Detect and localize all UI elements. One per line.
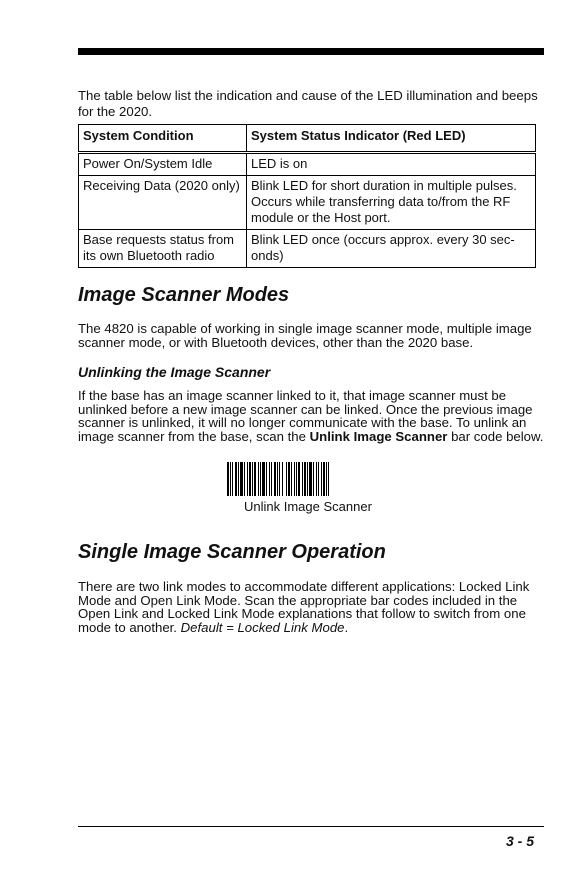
barcode-bar — [271, 462, 272, 496]
barcode-bar — [296, 462, 297, 496]
default-mode-text: Default = Locked Link Mode — [180, 619, 345, 635]
table-header-cell: System Status Indicator (Red LED) — [247, 125, 536, 153]
unlink-bold-text: Unlink Image Scanner — [309, 428, 448, 444]
table-header-row — [79, 125, 536, 153]
led-status-table — [78, 124, 536, 268]
barcode-bar — [294, 462, 295, 496]
barcode-bar — [307, 462, 308, 496]
header-rule — [78, 48, 544, 55]
table-cell: Blink LED once (occurs approx. every 30 sec-onds) — [247, 230, 536, 268]
barcode-bar — [252, 462, 253, 496]
barcode-bar — [277, 462, 278, 496]
barcode-bar — [262, 462, 265, 496]
barcode-bar — [249, 462, 251, 496]
barcode-bar — [298, 462, 300, 496]
barcode-bar — [316, 462, 317, 496]
footer-rule — [78, 826, 544, 827]
table-cell: Power On/System Idle — [79, 153, 247, 176]
barcode-bar — [326, 462, 327, 496]
table-cell: Blink LED for short duration in multiple pulses. Occurs while transferring data to/from the RF module or the Host port. — [247, 176, 536, 230]
barcode-bar — [244, 462, 245, 496]
unlink-barcode[interactable] — [227, 462, 375, 496]
barcode-bar — [304, 462, 306, 496]
table-cell: Base requests status from its own Bluetooth radio — [79, 230, 247, 268]
intro-paragraph: The table below list the indication and cause of the LED illumination and beeps for the 2020. — [78, 88, 538, 119]
section-heading-image-scanner-modes: Image Scanner Modes — [78, 284, 290, 306]
table-row — [79, 230, 536, 268]
section-paragraph: The 4820 is capable of working in single image scanner mode, multiple image scanner mode, or with Bluetooth devices, other than the 2020 base. — [78, 321, 532, 350]
barcode-bar — [328, 462, 329, 496]
barcode-bar — [309, 462, 312, 496]
barcode-bar — [230, 462, 231, 496]
barcode-bar — [282, 462, 283, 496]
table-cell: LED is on — [247, 153, 536, 176]
barcode-bar — [313, 462, 314, 496]
table-header-cell: System Condition — [79, 125, 247, 153]
barcode-bar — [266, 462, 267, 496]
barcode-bar — [291, 462, 292, 496]
barcode-bar — [279, 462, 280, 496]
barcode-bar — [227, 462, 229, 496]
barcode-bar — [286, 462, 287, 496]
barcode-bar — [323, 462, 325, 496]
barcode-bar — [321, 462, 322, 496]
barcode-bar — [247, 462, 248, 496]
barcode-bar — [232, 462, 233, 496]
barcode-bar — [240, 462, 243, 496]
table-row — [79, 153, 536, 176]
barcode-bar — [288, 462, 290, 496]
unlink-paragraph: If the base has an image scanner linked to it, that image scanner must be unlinked before a new image scanner can be linked. Once the previous image scanner is unlinked, it will no longer communicate with the base. To unlink an image scanner from the base, scan the Unlink Image Scanner bar code below. — [78, 388, 544, 444]
barcode-bar — [260, 462, 261, 496]
barcode-bar — [238, 462, 239, 496]
table-row — [79, 176, 536, 230]
barcode-bar — [318, 462, 319, 496]
barcode-bar — [302, 462, 303, 496]
page-number: 3 - 5 — [506, 833, 535, 849]
table-cell: Receiving Data (2020 only) — [79, 176, 247, 230]
barcode-bar — [235, 462, 237, 496]
section-heading-single-image-scanner: Single Image Scanner Operation — [78, 541, 386, 563]
barcode-bar — [269, 462, 270, 496]
section-paragraph: There are two link modes to accommodate different applications: Locked Link Mode and Open Link Mode. Scan the appropriate bar codes included in the Open Link and Locked Link Mode explanations that follow to switch from one mode to another. Default = Locked Link Mode. — [78, 579, 530, 635]
barcode-bar — [274, 462, 276, 496]
barcode-bar — [258, 462, 259, 496]
barcode-bar — [254, 462, 256, 496]
barcode-label: Unlink Image Scanner — [244, 499, 372, 514]
subsection-heading-unlinking: Unlinking the Image Scanner — [78, 364, 271, 380]
